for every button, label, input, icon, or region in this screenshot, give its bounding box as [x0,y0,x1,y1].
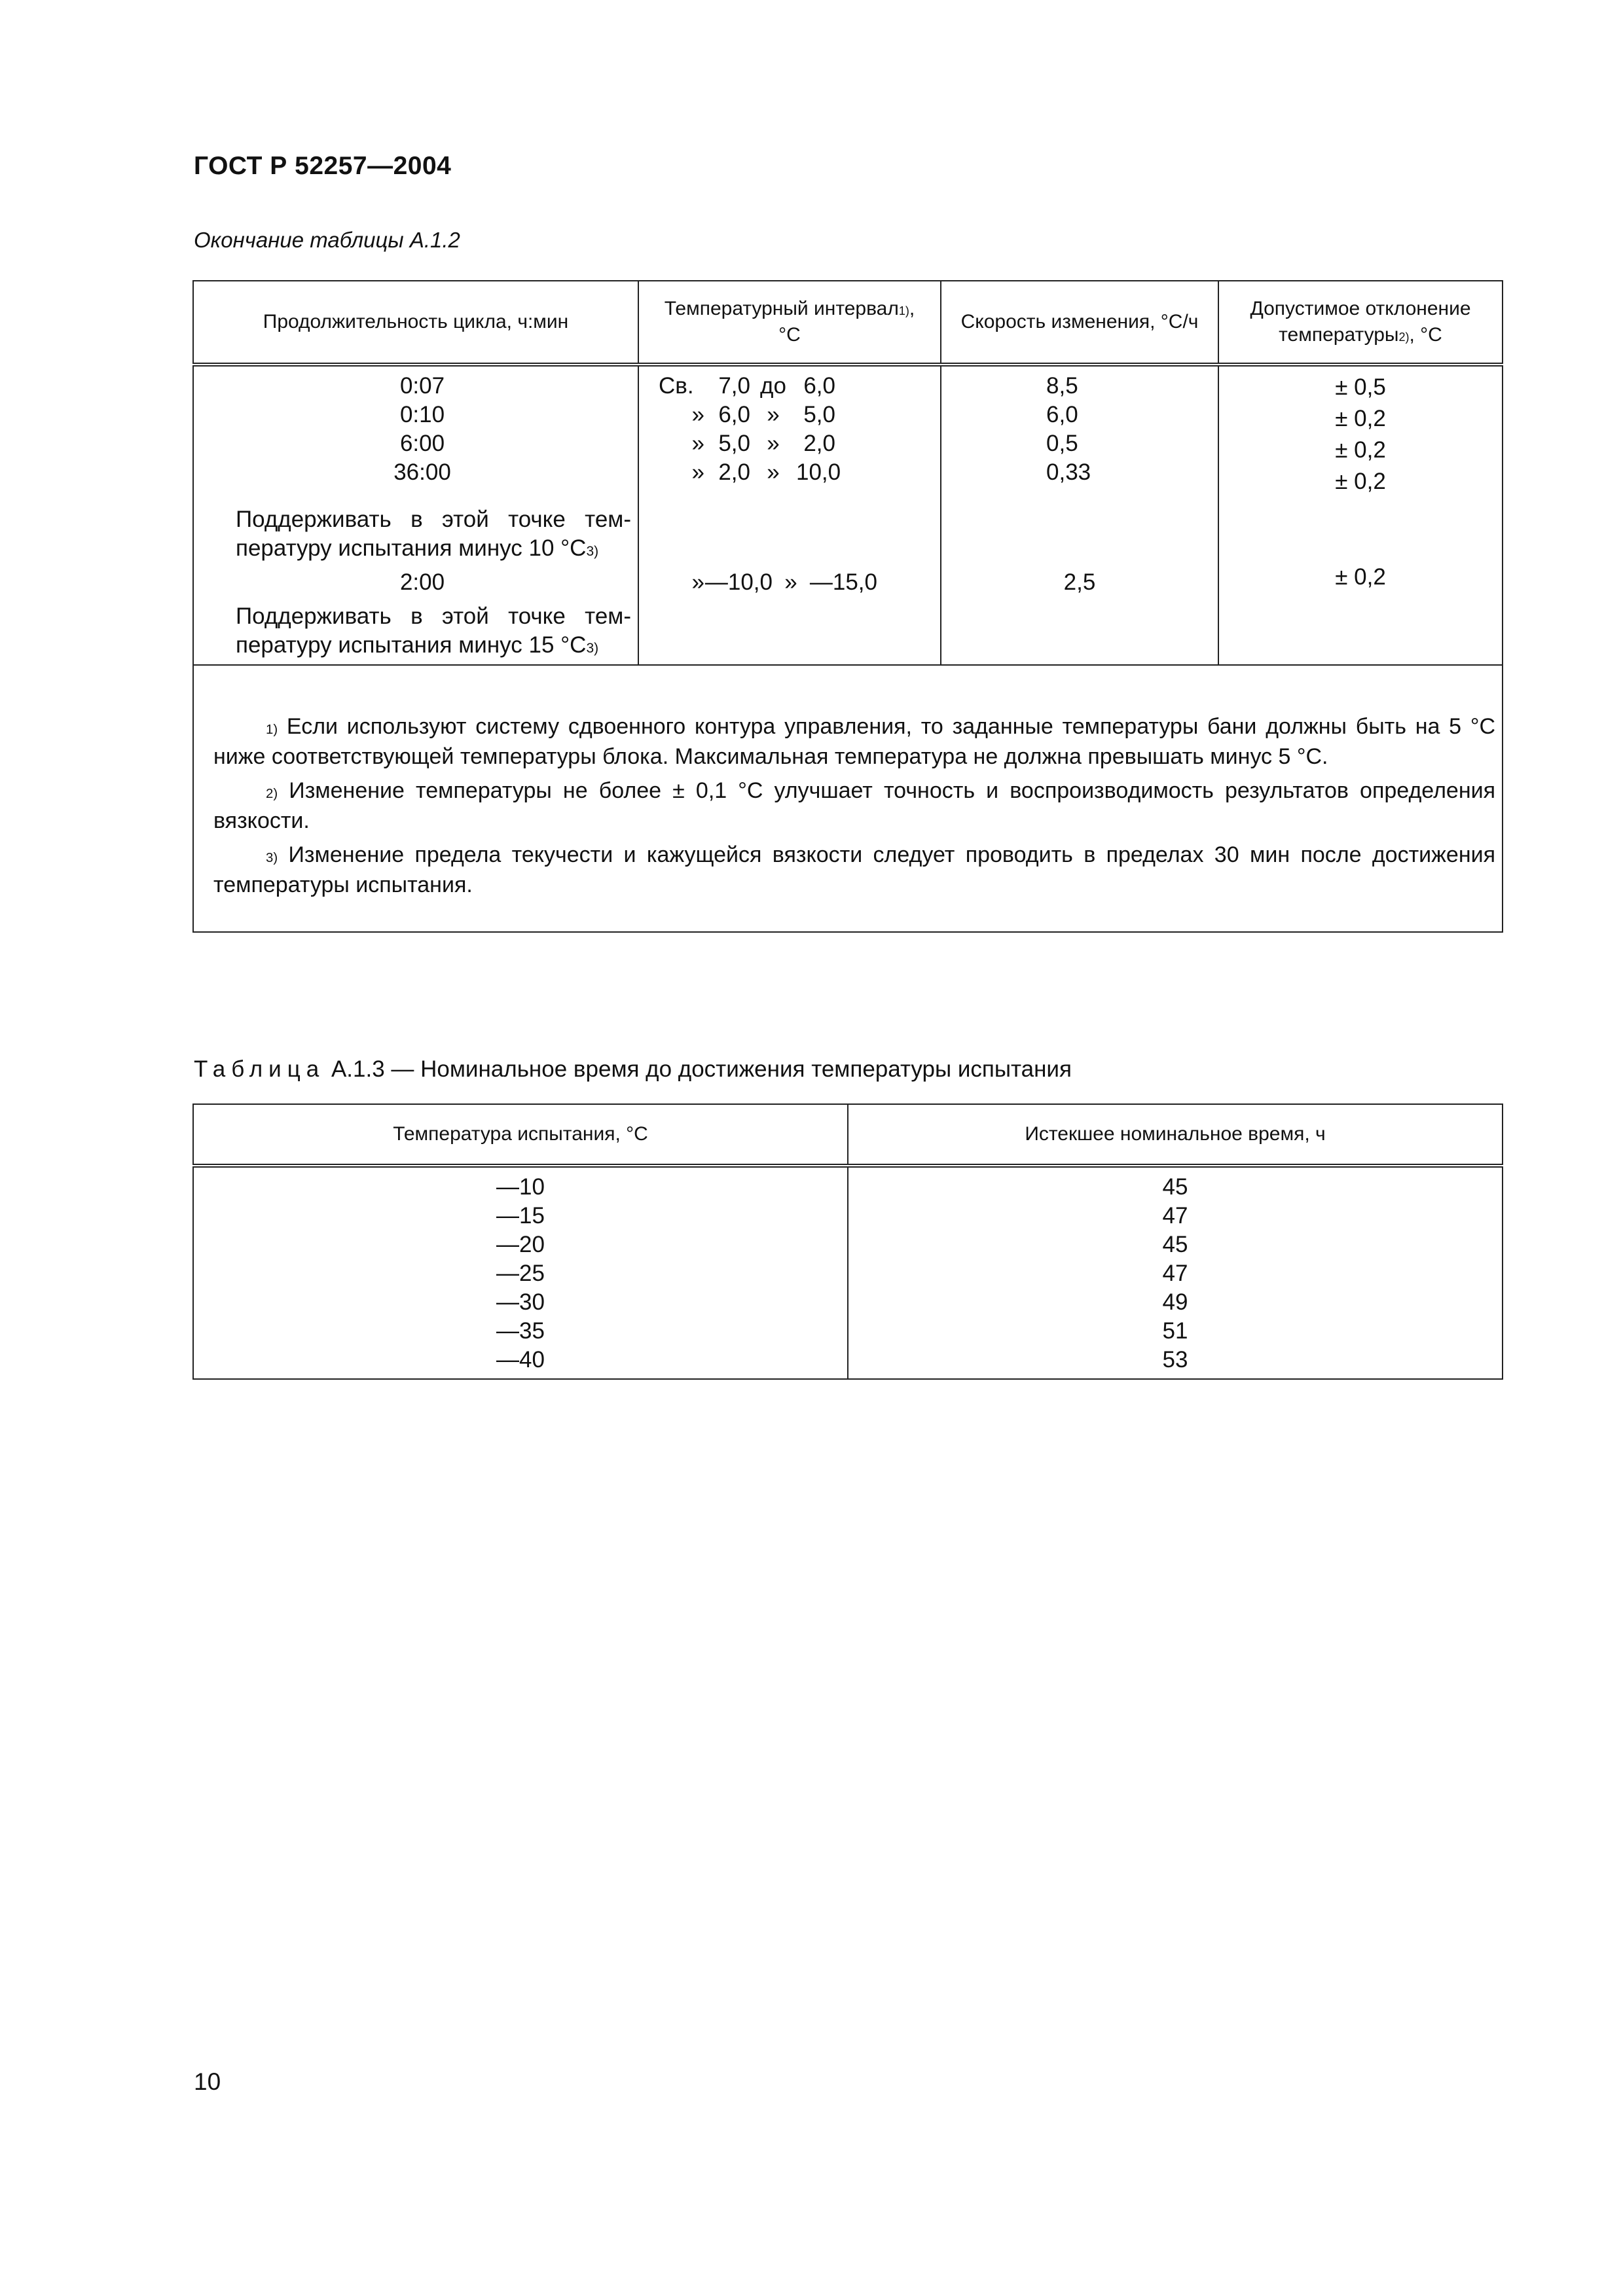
document-title: ГОСТ Р 52257—2004 [194,152,452,180]
duration-value: 0:10 [399,402,445,427]
interval-row: »—10,0 » —15,0 [691,569,877,595]
header-elapsed-time: Истекшее номинальное время, ч [848,1104,1503,1166]
hold-note-2: Поддерживать в этой точке тем- пературу испытания минус 15 $^\circ С^{3)}$ [236,603,631,658]
rate-column [941,365,1218,665]
rate-value: 2,5 [1063,569,1096,595]
time-value: 49 [1162,1289,1188,1315]
time-value: 51 [1162,1318,1188,1344]
duration-value: 36:00 [393,459,451,485]
footnote-3: $^{3)}$ Изменение предела текучести и кажущейся вязкости следует проводить в пределах 30 мин после достижения температуры испытания. [213,842,1495,897]
footnote-2: $^{2)}$ Изменение температуры не более ± 0,1 °С улучшает точность и воспроизводимость результатов определения вязкости. [213,778,1495,833]
temperature-value: —30 [496,1289,545,1315]
footnote-1: $^{1)}$ Если используют систему сдвоенного контура управления, то заданные температуры бани должны быть на 5 °С ниже соответствующей температуры блока. Максимальная температура не должна превышать минус 5 °С. [213,714,1495,769]
time-value: 47 [1162,1261,1188,1286]
temperature-value: —25 [496,1261,545,1286]
temperature-value: —20 [496,1232,545,1257]
rate-value: 8,5 [1046,373,1078,399]
duration-column [193,365,638,665]
deviation-value: ± 0,2 [1335,406,1386,431]
time-value: 45 [1162,1232,1188,1257]
header-interval: Температурный интервал$^{1)}$, °С [638,281,941,365]
time-value: 47 [1162,1203,1188,1229]
rate-value: 0,5 [1046,431,1078,456]
temperature-value: —15 [496,1203,545,1229]
time-value: 53 [1162,1347,1188,1372]
duration-value: 2:00 [399,569,445,595]
interval-row: » 6,0 » 5,0 [691,402,835,427]
duration-value: 0:07 [399,373,445,399]
header-duration: Продолжительность цикла, ч:мин [193,281,638,365]
table-a12 [192,280,1503,933]
time-value: 45 [1162,1174,1188,1200]
rate-value: 0,33 [1046,459,1091,485]
temperature-value: —10 [496,1174,545,1200]
duration-value: 6:00 [399,431,445,456]
page-number: 10 [194,2068,221,2095]
rate-value: 6,0 [1046,402,1078,427]
hold-note-1: Поддерживать в этой точке тем- пературу испытания минус 10 $^\circ С^{3)}$ [236,507,631,561]
deviation-value: ± 0,2 [1335,564,1386,590]
temperature-value: —35 [496,1318,545,1344]
table-continuation-label: Окончание таблицы А.1.2 [194,228,460,252]
temperature-column [193,1166,848,1379]
time-column [848,1166,1503,1379]
temperature-value: —40 [496,1347,545,1372]
interval-column [638,365,941,665]
header-test-temperature: Температура испытания, °С [193,1104,848,1166]
header-rate: Скорость изменения, °С/ч [941,281,1218,365]
deviation-value: ± 0,5 [1335,374,1386,400]
deviation-column [1218,365,1503,665]
table-a13-caption: Таблица А.1.3 — Номинальное время до достижения температуры испытания [194,1056,1072,1082]
deviation-value: ± 0,2 [1335,437,1386,463]
interval-row: » 2,0 » 10,0 [691,459,841,485]
interval-row: Св. 7,0 до 6,0 [659,373,835,399]
header-deviation: Допустимое отклонение температуры$^{2)}$, °С [1218,281,1503,365]
interval-row: » 5,0 » 2,0 [691,431,835,456]
table-notes [193,665,1503,932]
table-a13 [192,1103,1503,1380]
deviation-value: ± 0,2 [1335,469,1386,494]
